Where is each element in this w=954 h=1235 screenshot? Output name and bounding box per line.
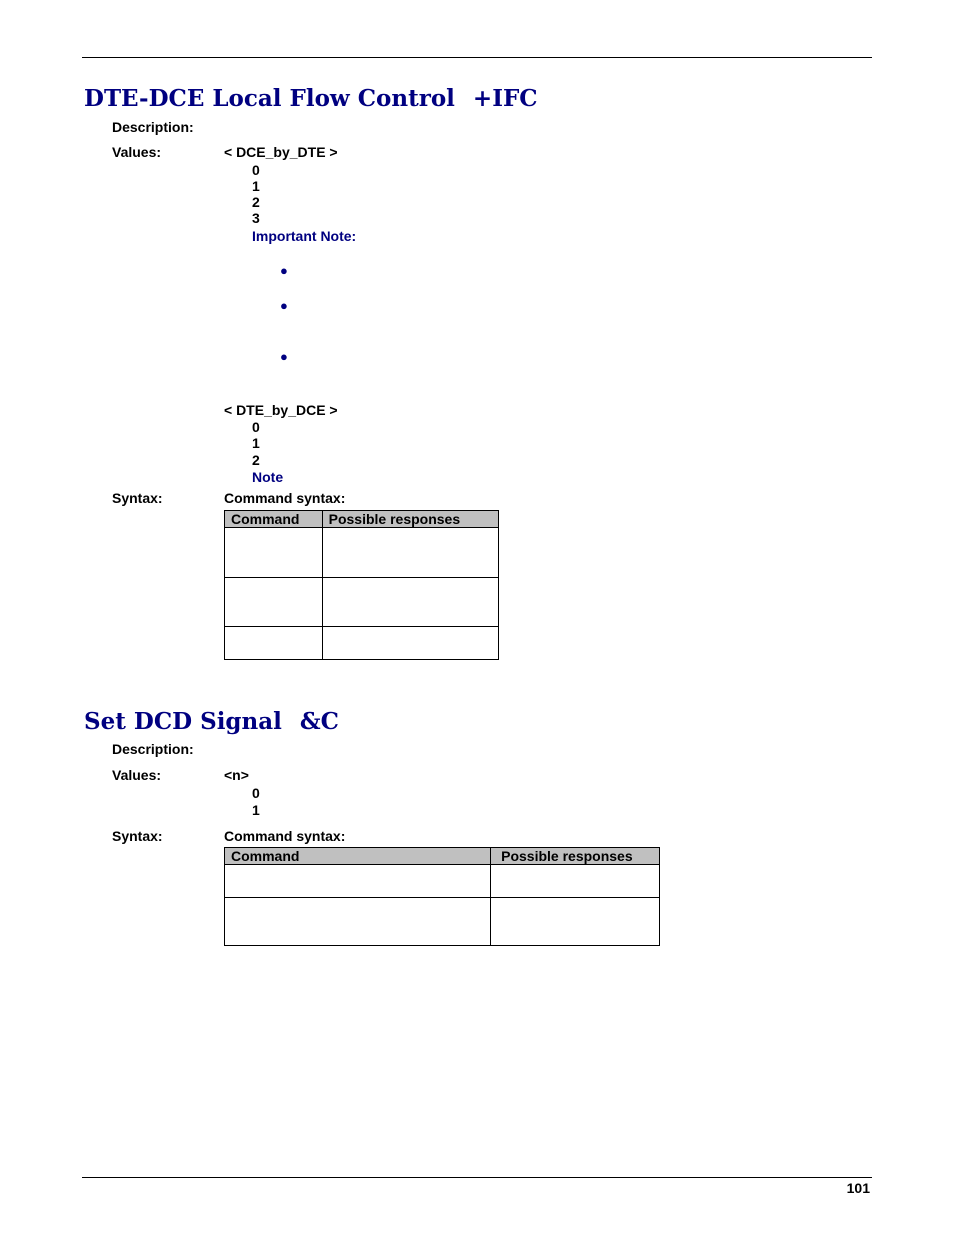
table-row <box>225 898 660 946</box>
table-cell <box>491 898 660 946</box>
table-cell <box>491 865 660 898</box>
page-number: 101 <box>846 1180 870 1196</box>
table-row <box>225 865 660 898</box>
value-item: 0 <box>252 162 260 178</box>
value-item: 1 <box>252 435 260 451</box>
important-note-label: Important Note: <box>252 228 357 244</box>
table-cell <box>225 865 491 898</box>
value-item: 2 <box>252 194 260 210</box>
bullet-marker: ● <box>280 298 288 313</box>
values-label: Values: <box>112 144 162 160</box>
value-item: 0 <box>252 419 260 435</box>
column-header-responses: Possible responses <box>491 848 660 865</box>
section-title: DTE-DCE Local Flow Control <box>84 85 455 112</box>
command-syntax-label: Command syntax: <box>224 490 346 506</box>
note-label: Note <box>252 469 284 485</box>
table-cell <box>225 898 491 946</box>
table-cell <box>225 627 323 660</box>
value-item: 1 <box>252 178 260 194</box>
command-table-dcd <box>224 847 660 946</box>
command-syntax-label: Command syntax: <box>224 828 346 844</box>
section-heading-dcd <box>84 707 339 737</box>
table-cell <box>225 578 323 627</box>
table-row <box>225 578 499 627</box>
table-cell <box>322 627 498 660</box>
column-header-responses: Possible responses <box>322 511 498 528</box>
section-command: +IFC <box>472 85 538 112</box>
table-row <box>225 528 499 578</box>
param-dte-by-dce: < DTE_by_DCE > <box>224 402 338 418</box>
section-command: &C <box>299 708 339 735</box>
param-n: <n> <box>224 767 249 783</box>
bullet-marker: ● <box>280 349 288 364</box>
syntax-label: Syntax: <box>112 828 163 844</box>
description-label: Description: <box>112 119 194 135</box>
syntax-label: Syntax: <box>112 490 163 506</box>
footer-rule <box>82 1177 872 1178</box>
table-cell <box>322 578 498 627</box>
table-cell <box>225 528 323 578</box>
table-cell <box>322 528 498 578</box>
description-label: Description: <box>112 741 194 757</box>
command-table-ifc <box>224 510 499 660</box>
column-header-command: Command <box>225 511 323 528</box>
column-header-command: Command <box>225 848 491 865</box>
section-heading-ifc <box>84 84 538 114</box>
values-label: Values: <box>112 767 162 783</box>
param-dce-by-dte: < DCE_by_DTE > <box>224 144 338 160</box>
value-item: 2 <box>252 452 260 468</box>
table-row <box>225 627 499 660</box>
value-item: 0 <box>252 785 260 801</box>
bullet-marker: ● <box>280 263 288 278</box>
value-item: 1 <box>252 802 260 818</box>
section-title: Set DCD Signal <box>84 708 282 735</box>
value-item: 3 <box>252 210 260 226</box>
header-rule <box>82 57 872 58</box>
